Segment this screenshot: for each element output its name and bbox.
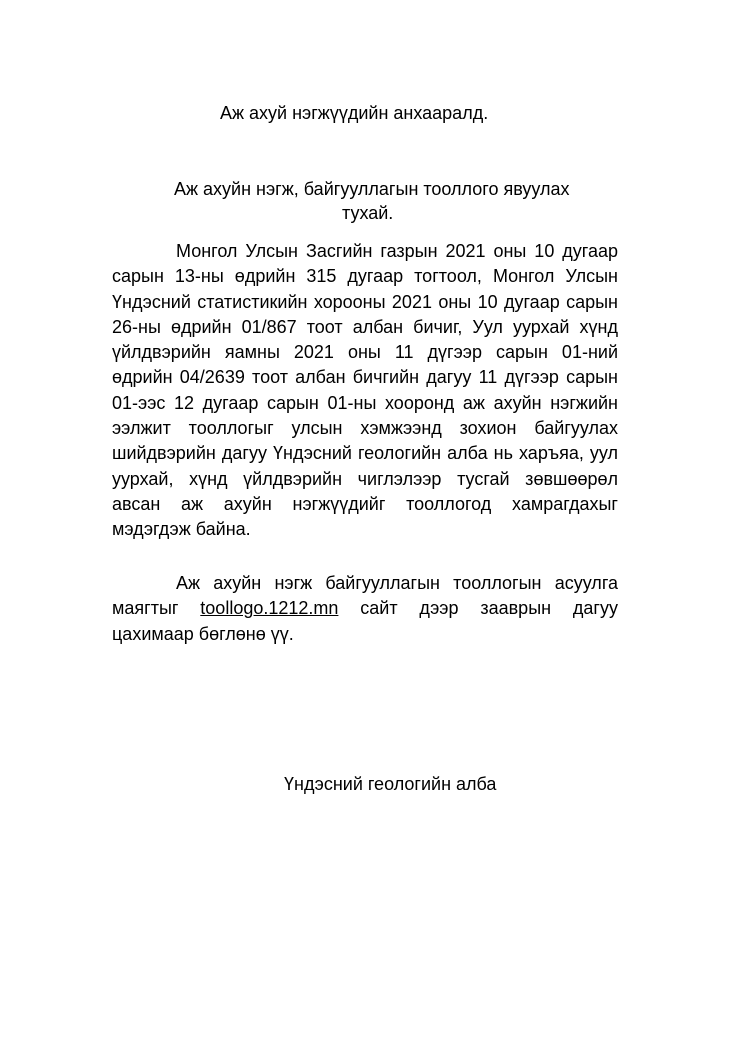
body-paragraph-2 bbox=[112, 571, 618, 647]
subject-title-line-2: тухай. bbox=[342, 203, 394, 223]
addressee-heading: Аж ахуй нэгжүүдийн анхааралд. bbox=[220, 103, 489, 123]
subject-title-line-1: Аж ахуйн нэгж, байгууллагын тооллого явуулах bbox=[174, 179, 570, 199]
body-paragraph-1: Монгол Улсын Засгийн газрын 2021 оны 10 дугаар сарын 13-ны өдрийн 315 дугаар тогтоол, Монгол Улсын Үндэсний статистикийн хорооны 2021 оны 10 дугаар сарын 26-ны өдрийн 01/867 тоот албан бичиг, Уул уурхай хүнд үйлдвэрийн яамны 2021 оны 11 дүгээр сарын 01-ний өдрийн 04/2639 тоот албан бичгийн дагуу 11 дүгээр сарын 01-ээс 12 дугаар сарын 01-ны хооронд аж ахуйн нэгжийн ээлжит тооллогыг улсын хэмжээнд зохион байгуулах шийдвэрийн дагуу Үндэсний геологийн алба нь харъяа, уул уурхай, хүнд үйлдвэрийн чиглэлээр тусгай зөвшөөрөл авсан аж ахуйн нэгжүүдийг тооллогод хамрагдахыг мэдэгдэж байна. bbox=[112, 241, 618, 540]
paragraph-2-text-before: Аж ахуйн нэгж байгууллагын тооллогын асуулга маягтыг bbox=[112, 573, 618, 619]
signature-organization: Үндэсний геологийн алба bbox=[284, 774, 497, 794]
survey-website-link[interactable]: toollogo.1212.mn bbox=[200, 598, 339, 619]
paragraph-2-text-after: сайт дээр зааврын дагуу цахимаар бөглөнө үү. bbox=[112, 598, 618, 644]
